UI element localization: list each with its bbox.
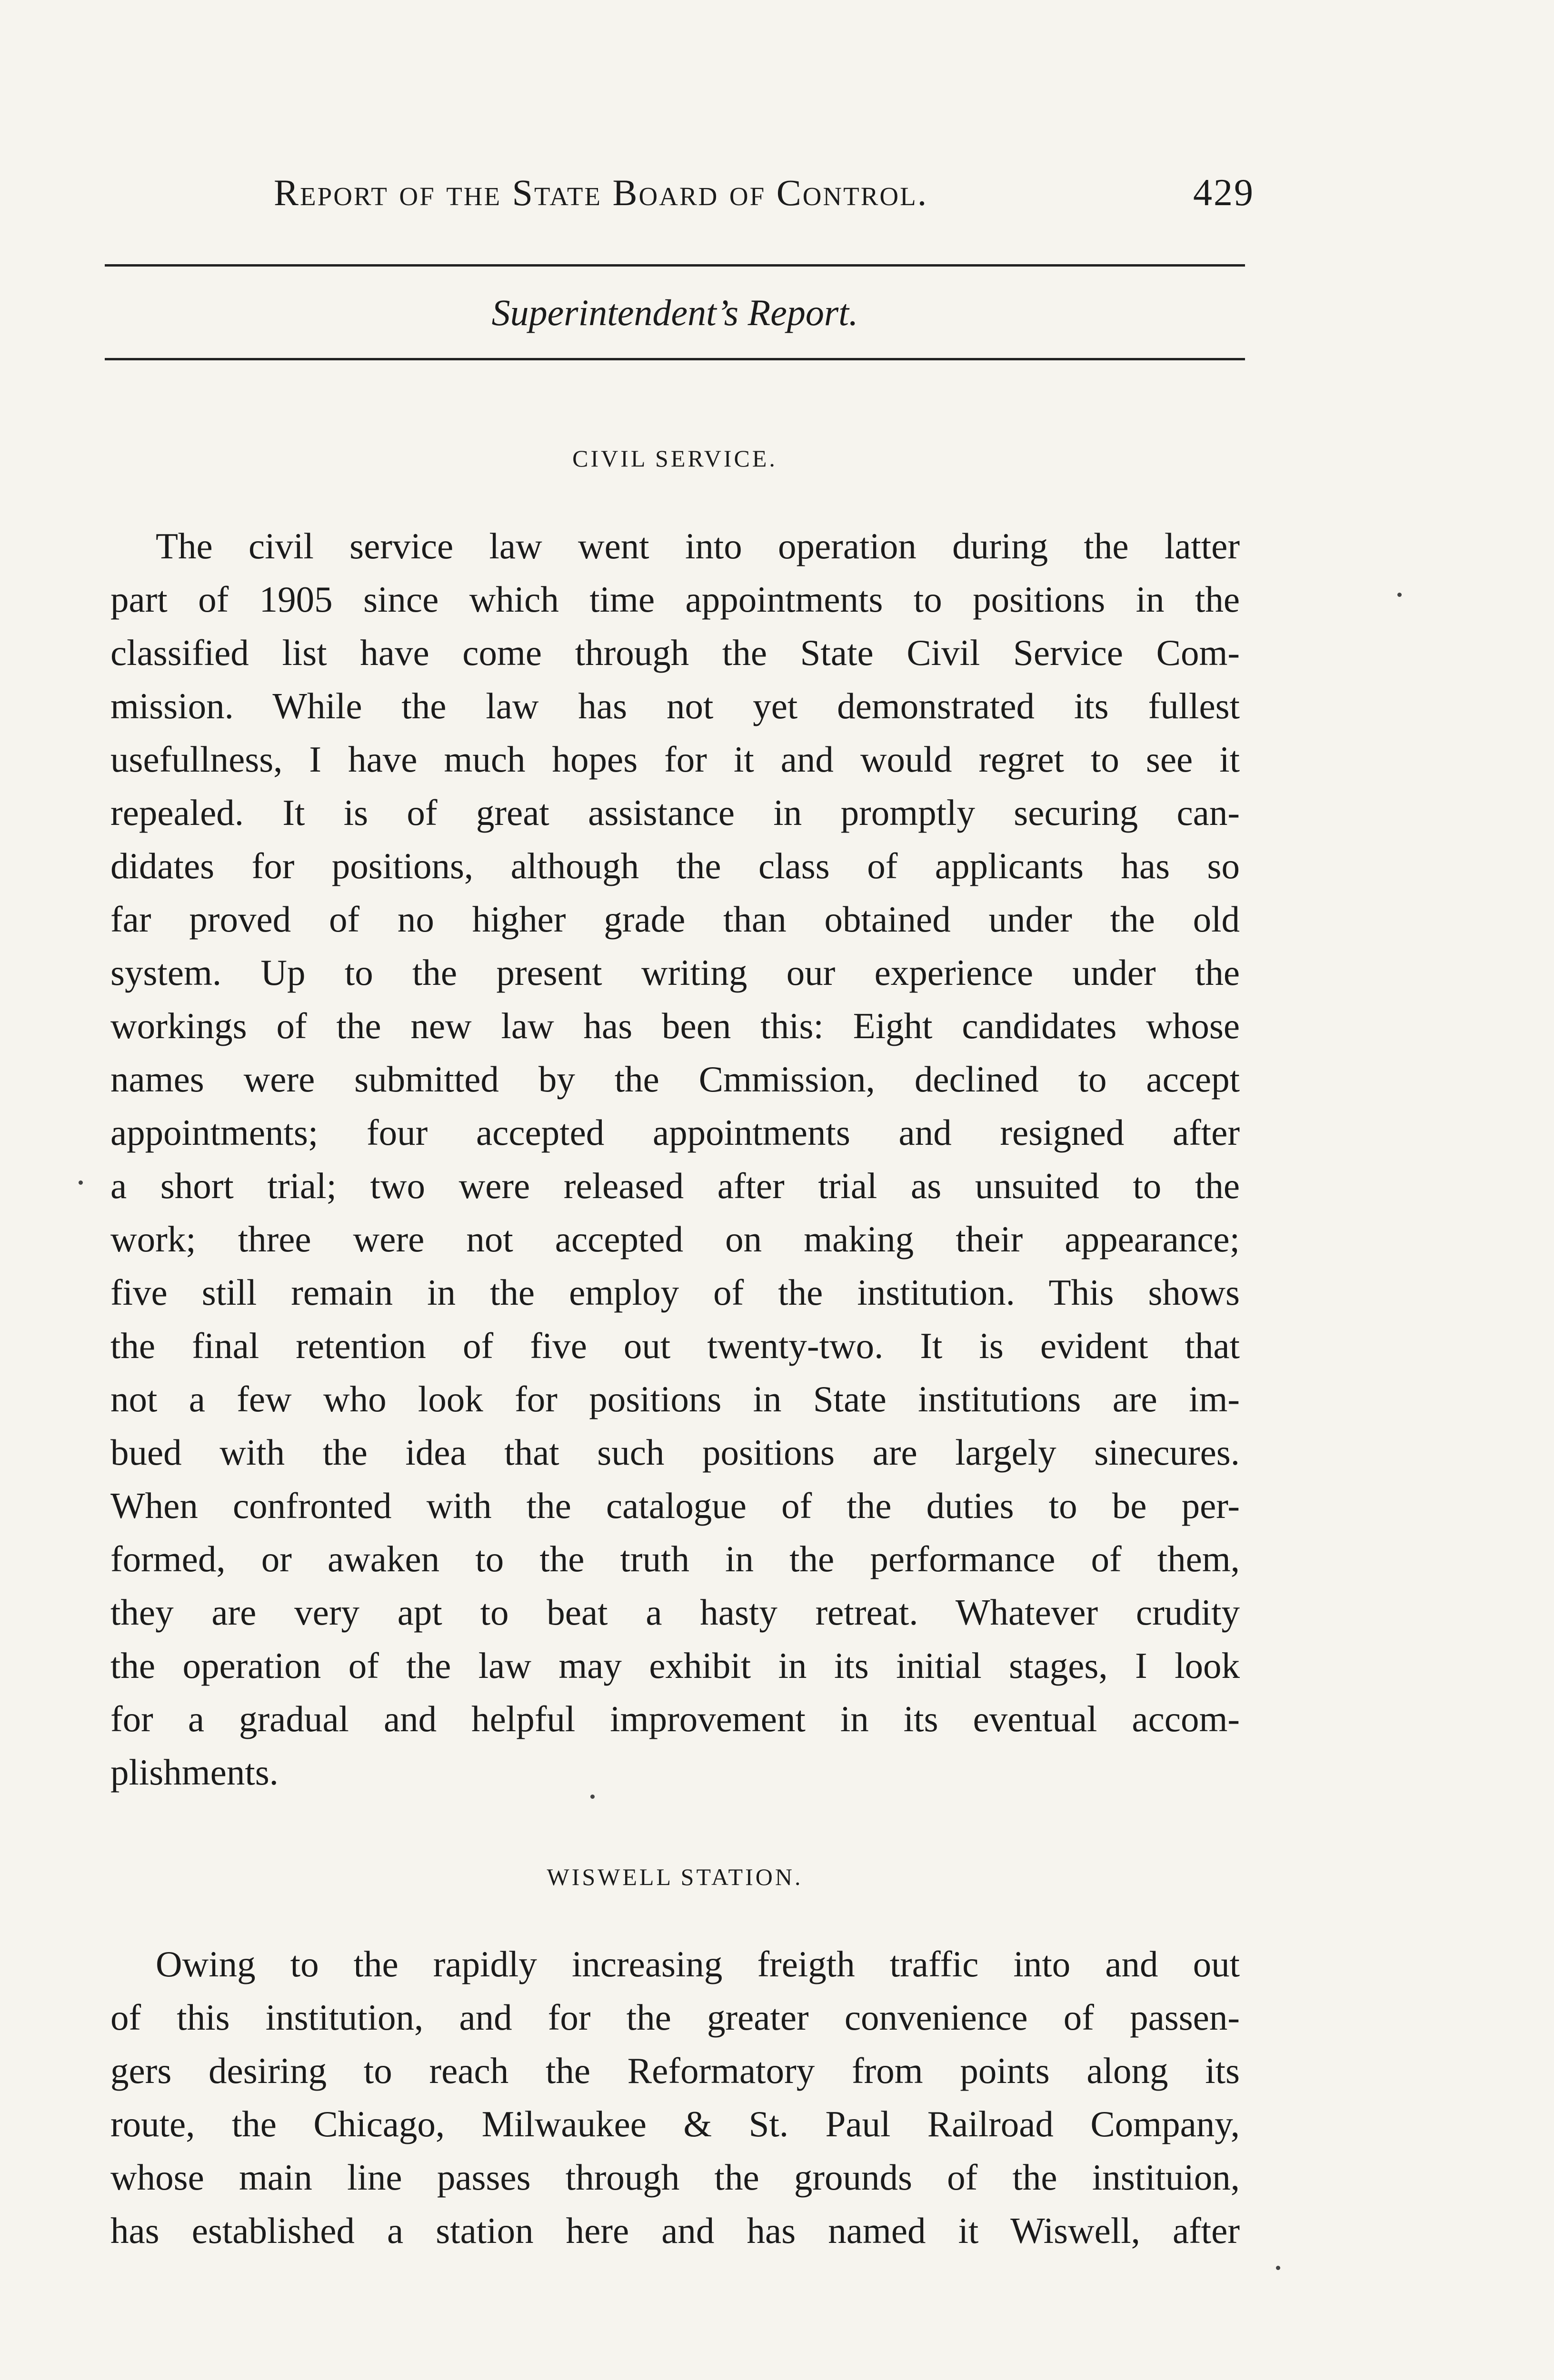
text-line: they are very apt to beat a hasty retreat. Whatever crudity <box>110 1592 1240 1633</box>
text-line: workings of the new law has been this: Eight candidates whose <box>110 1005 1240 1046</box>
text-line: the operation of the law may exhibit in its initial stages, I look <box>110 1645 1240 1686</box>
text-line: part of 1905 since which time appointments to positions in the <box>110 579 1240 620</box>
text-line: classified list have come through the State Civil Service Com- <box>110 632 1240 673</box>
text-line: repealed. It is of great assistance in promptly securing can- <box>110 792 1240 833</box>
text-line: system. Up to the present writing our experience under the <box>110 952 1240 993</box>
text-line: names were submitted by the Cmmission, declined to accept <box>110 1059 1240 1100</box>
text-line: gers desiring to reach the Reformatory from points along its <box>110 2050 1240 2091</box>
text-line: appointments; four accepted appointments and resigned after <box>110 1112 1240 1153</box>
text-line: of this institution, and for the greater convenience of passen- <box>110 1997 1240 2038</box>
body-text-wiswell-station <box>110 1937 1240 2257</box>
text-line: didates for positions, although the class of applicants has so <box>110 845 1240 886</box>
text-line: a short trial; two were released after trial as unsuited to the <box>110 1165 1240 1206</box>
subheading-civil-service: CIVIL SERVICE. <box>572 445 777 472</box>
text-line: bued with the idea that such positions are largely sinecures. <box>110 1432 1240 1473</box>
page-number: 429 <box>1193 172 1255 214</box>
body-text-civil-service <box>110 519 1240 1799</box>
text-line: mission. While the law has not yet demonstrated its fullest <box>110 685 1240 726</box>
text-line: When confronted with the catalogue of the duties to be per- <box>110 1485 1240 1526</box>
text-line: has established a station here and has named it Wiswell, after <box>110 2210 1240 2251</box>
text-line: the final retention of five out twenty-two. It is evident that <box>110 1325 1240 1366</box>
subheading-wiswell-station: WISWELL STATION. <box>547 1864 803 1890</box>
header-rule-bottom <box>105 358 1245 360</box>
scan-speck <box>590 1795 595 1799</box>
text-line: formed, or awaken to the truth in the performance of them, <box>110 1538 1240 1579</box>
section-heading: Superintendent’s Report. <box>491 292 858 333</box>
scan-speck <box>79 1180 83 1185</box>
text-line: far proved of no higher grade than obtained under the old <box>110 899 1240 940</box>
text-line: for a gradual and helpful improvement in its eventual accom- <box>110 1698 1240 1739</box>
text-line: plishments. <box>110 1752 279 1793</box>
text-line: The civil service law went into operation during the latter <box>156 526 1240 566</box>
text-line: whose main line passes through the grounds of the instituion, <box>110 2157 1240 2198</box>
scan-speck <box>1397 593 1402 597</box>
text-line: work; three were not accepted on making their appearance; <box>110 1219 1240 1259</box>
running-head <box>274 164 1255 221</box>
text-line: route, the Chicago, Milwaukee & St. Paul Railroad Company, <box>110 2103 1240 2144</box>
scan-speck <box>1276 2266 1280 2270</box>
header-rule-top <box>105 264 1245 267</box>
text-line: not a few who look for positions in State institutions are im- <box>110 1378 1240 1419</box>
text-line: five still remain in the employ of the institution. This shows <box>110 1272 1240 1313</box>
text-line: Owing to the rapidly increasing freigth traffic into and out <box>156 1944 1240 1984</box>
running-title: Report of the State Board of Control. <box>274 172 928 213</box>
text-line: usefullness, I have much hopes for it and would regret to see it <box>110 739 1240 780</box>
